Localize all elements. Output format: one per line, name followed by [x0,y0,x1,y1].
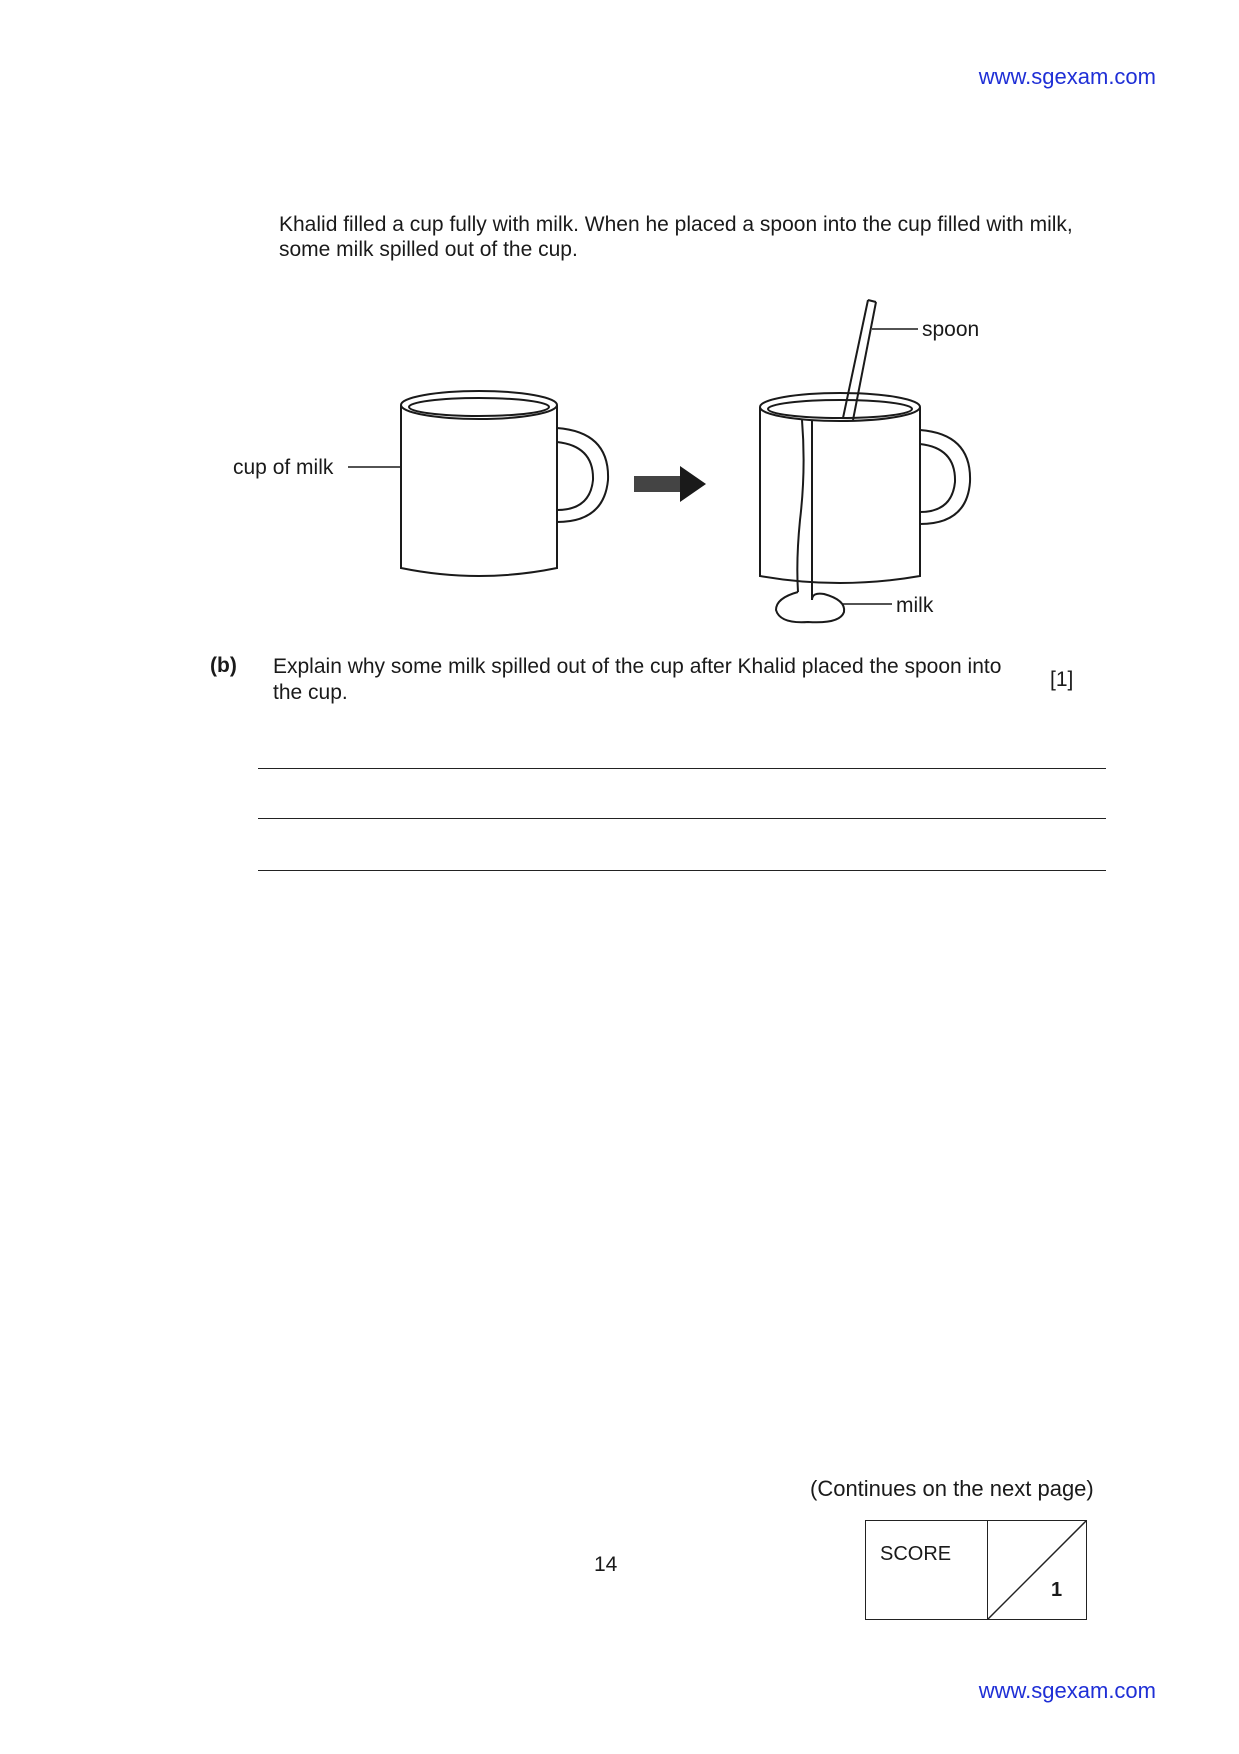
answer-line-2[interactable] [258,818,1106,819]
cup-before-rim [401,391,557,419]
cup-after-rim-inner [768,400,912,418]
watermark-top[interactable]: www.sgexam.com [978,64,1156,89]
cup-before-handle-inner [557,442,593,510]
score-label: SCORE [880,1543,952,1565]
question-text: Explain why some milk spilled out of the cup after Khalid placed the spoon into the cup. [273,655,1002,704]
score-box [865,1520,1087,1620]
watermark-bottom[interactable]: www.sgexam.com [978,1678,1156,1703]
cup-before [401,391,608,576]
cup-before-handle [557,428,608,522]
cup-before-rim-inner [409,398,549,416]
arrow-icon [634,466,706,502]
cup-label: cup of milk [233,456,334,479]
cup-after-rim [760,393,920,421]
page-number: 14 [594,1553,618,1576]
milk-puddle [776,592,844,622]
spoon-label: spoon [922,318,980,341]
cup-after-handle [920,430,970,524]
question-marks: [1] [1050,668,1074,691]
cup-before-body [401,405,557,576]
cup-after-handle-inner [920,444,955,512]
score-diagonal [988,1521,1086,1619]
continues-note: (Continues on the next page) [810,1476,1094,1501]
question-label: (b) [210,654,237,677]
score-max: 1 [1051,1579,1063,1601]
answer-line-3[interactable] [258,870,1106,871]
milk-drip [797,420,803,592]
answer-line-1[interactable] [258,768,1106,769]
cup-after-body [760,407,920,583]
question-intro: Khalid filled a cup fully with milk. When he placed a spoon into the cup filled with milk, some milk spilled out of the cup. [279,213,1073,261]
cup-after [760,300,970,622]
milk-label: milk [896,594,934,617]
spoon [843,300,868,418]
